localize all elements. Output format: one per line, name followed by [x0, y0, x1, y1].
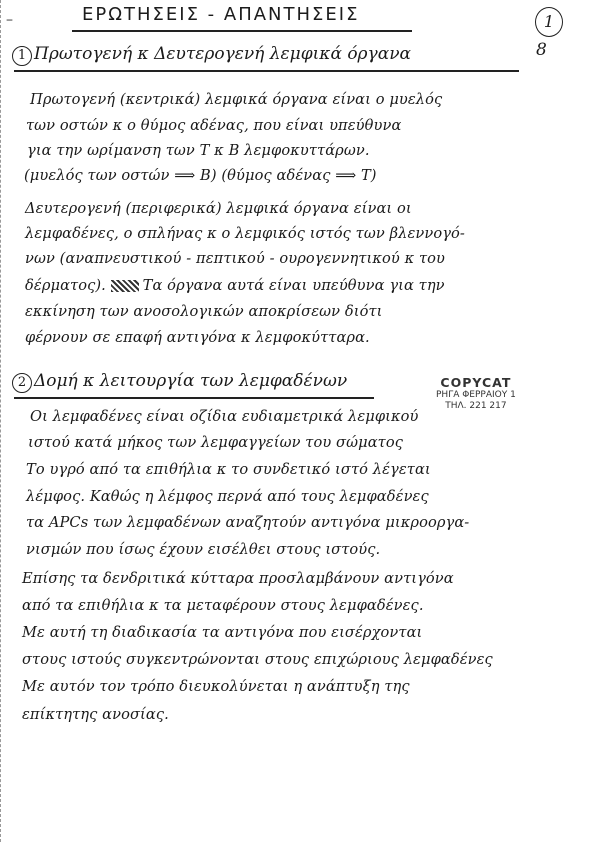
section1-line: εκκίνηση των ανοσολογικών αποκρίσεων διότι: [25, 303, 383, 320]
section1-line: Δευτερογενή (περιφερικά) λεμφικά όργανα είναι οι: [25, 200, 412, 217]
section2-line: ιστού κατά μήκος των λεμφαγγείων του σώματος: [28, 434, 403, 451]
section1-line-text: δέρματος).: [25, 277, 106, 294]
page-number: 8: [536, 40, 547, 60]
section1-heading-text: Πρωτογενή κ Δευτερογενή λεμφικά όργανα: [34, 44, 412, 64]
section1-line: φέρνουν σε επαφή αντιγόνα κ λεμφοκύτταρα.: [25, 329, 370, 346]
section1-line: των οστών κ ο θύμος αδένας, που είναι υπεύθυνα: [26, 117, 402, 134]
page-title: ΕΡΩΤΗΣΕΙΣ - ΑΠΑΝΤΗΣΕΙΣ: [82, 4, 360, 25]
section1-number: 1: [12, 46, 32, 66]
section1-line: Πρωτογενή (κεντρικά) λεμφικά όργανα είναι ο μυελός: [30, 91, 443, 108]
section1-line: λεμφαδένες, ο σπλήνας κ ο λεμφικός ιστός των βλεννογό-: [25, 225, 465, 242]
section1-line-text: Τα όργανα αυτά είναι υπεύθυνα για την: [142, 277, 445, 294]
section2-heading-underline: [14, 397, 374, 399]
stamp-phone: ΤΗΛ. 221 217: [445, 401, 507, 411]
section2-line: Επίσης τα δενδριτικά κύτταρα προσλαμβάνουν αντιγόνα: [22, 570, 454, 587]
section1-heading-underline: [14, 70, 519, 72]
section1-line: για την ωρίμανση των Τ κ Β λεμφοκυττάρων.: [27, 142, 370, 159]
section2-line: λέμφος. Καθώς η λέμφος περνά από τους λεμφαδένες: [26, 488, 429, 505]
section2-line: Με αυτόν τον τρόπο διευκολύνεται η ανάπτυξη της: [22, 678, 410, 695]
copycat-stamp: [436, 375, 516, 412]
section2-line: από τα επιθήλια κ τα μεταφέρουν στους λεμφαδένες.: [22, 597, 424, 614]
section2-line: στους ιστούς συγκεντρώνονται στους επιχώριους λεμφαδένες: [22, 651, 493, 668]
circled-number: 1: [535, 7, 563, 37]
section1-heading: [12, 44, 411, 66]
section1-line-with-scribble: [25, 277, 445, 294]
left-margin-line: [0, 0, 4, 842]
section2-line: Οι λεμφαδένες είναι οζίδια ευδιαμετρικά λεμφικού: [30, 408, 419, 425]
section2-heading: [12, 371, 347, 393]
section2-number: 2: [12, 373, 32, 393]
section2-line: νισμών που ίσως έχουν εισέλθει στους ιστούς.: [26, 541, 381, 558]
stamp-name: COPYCAT: [440, 375, 512, 390]
section2-line: Με αυτή τη διαδικασία τα αντιγόνα που εισέρχονται: [22, 624, 423, 641]
title-underline: [72, 30, 412, 32]
section1-line: νων (αναπνευστικού - πεπτικού - ουρογεννητικού κ του: [25, 250, 446, 267]
section1-line: (μυελός των οστών ⟹ Β) (θύμος αδένας ⟹ Τ): [24, 167, 377, 184]
section2-line: Το υγρό από τα επιθήλια κ το συνδετικό ιστό λέγεται: [26, 461, 431, 478]
section2-heading-text: Δομή κ λειτουργία των λεμφαδένων: [34, 371, 348, 391]
section2-line: επίκτητης ανοσίας.: [22, 706, 169, 723]
margin-dash: –: [6, 12, 13, 28]
crossed-out-scribble: [111, 280, 139, 292]
stamp-address: ΡΗΓΑ ΦΕΡΡΑΙΟΥ 1: [436, 390, 516, 400]
section2-line: τα APCs των λεμφαδένων αναζητούν αντιγόνα μικροοργα-: [26, 514, 470, 531]
